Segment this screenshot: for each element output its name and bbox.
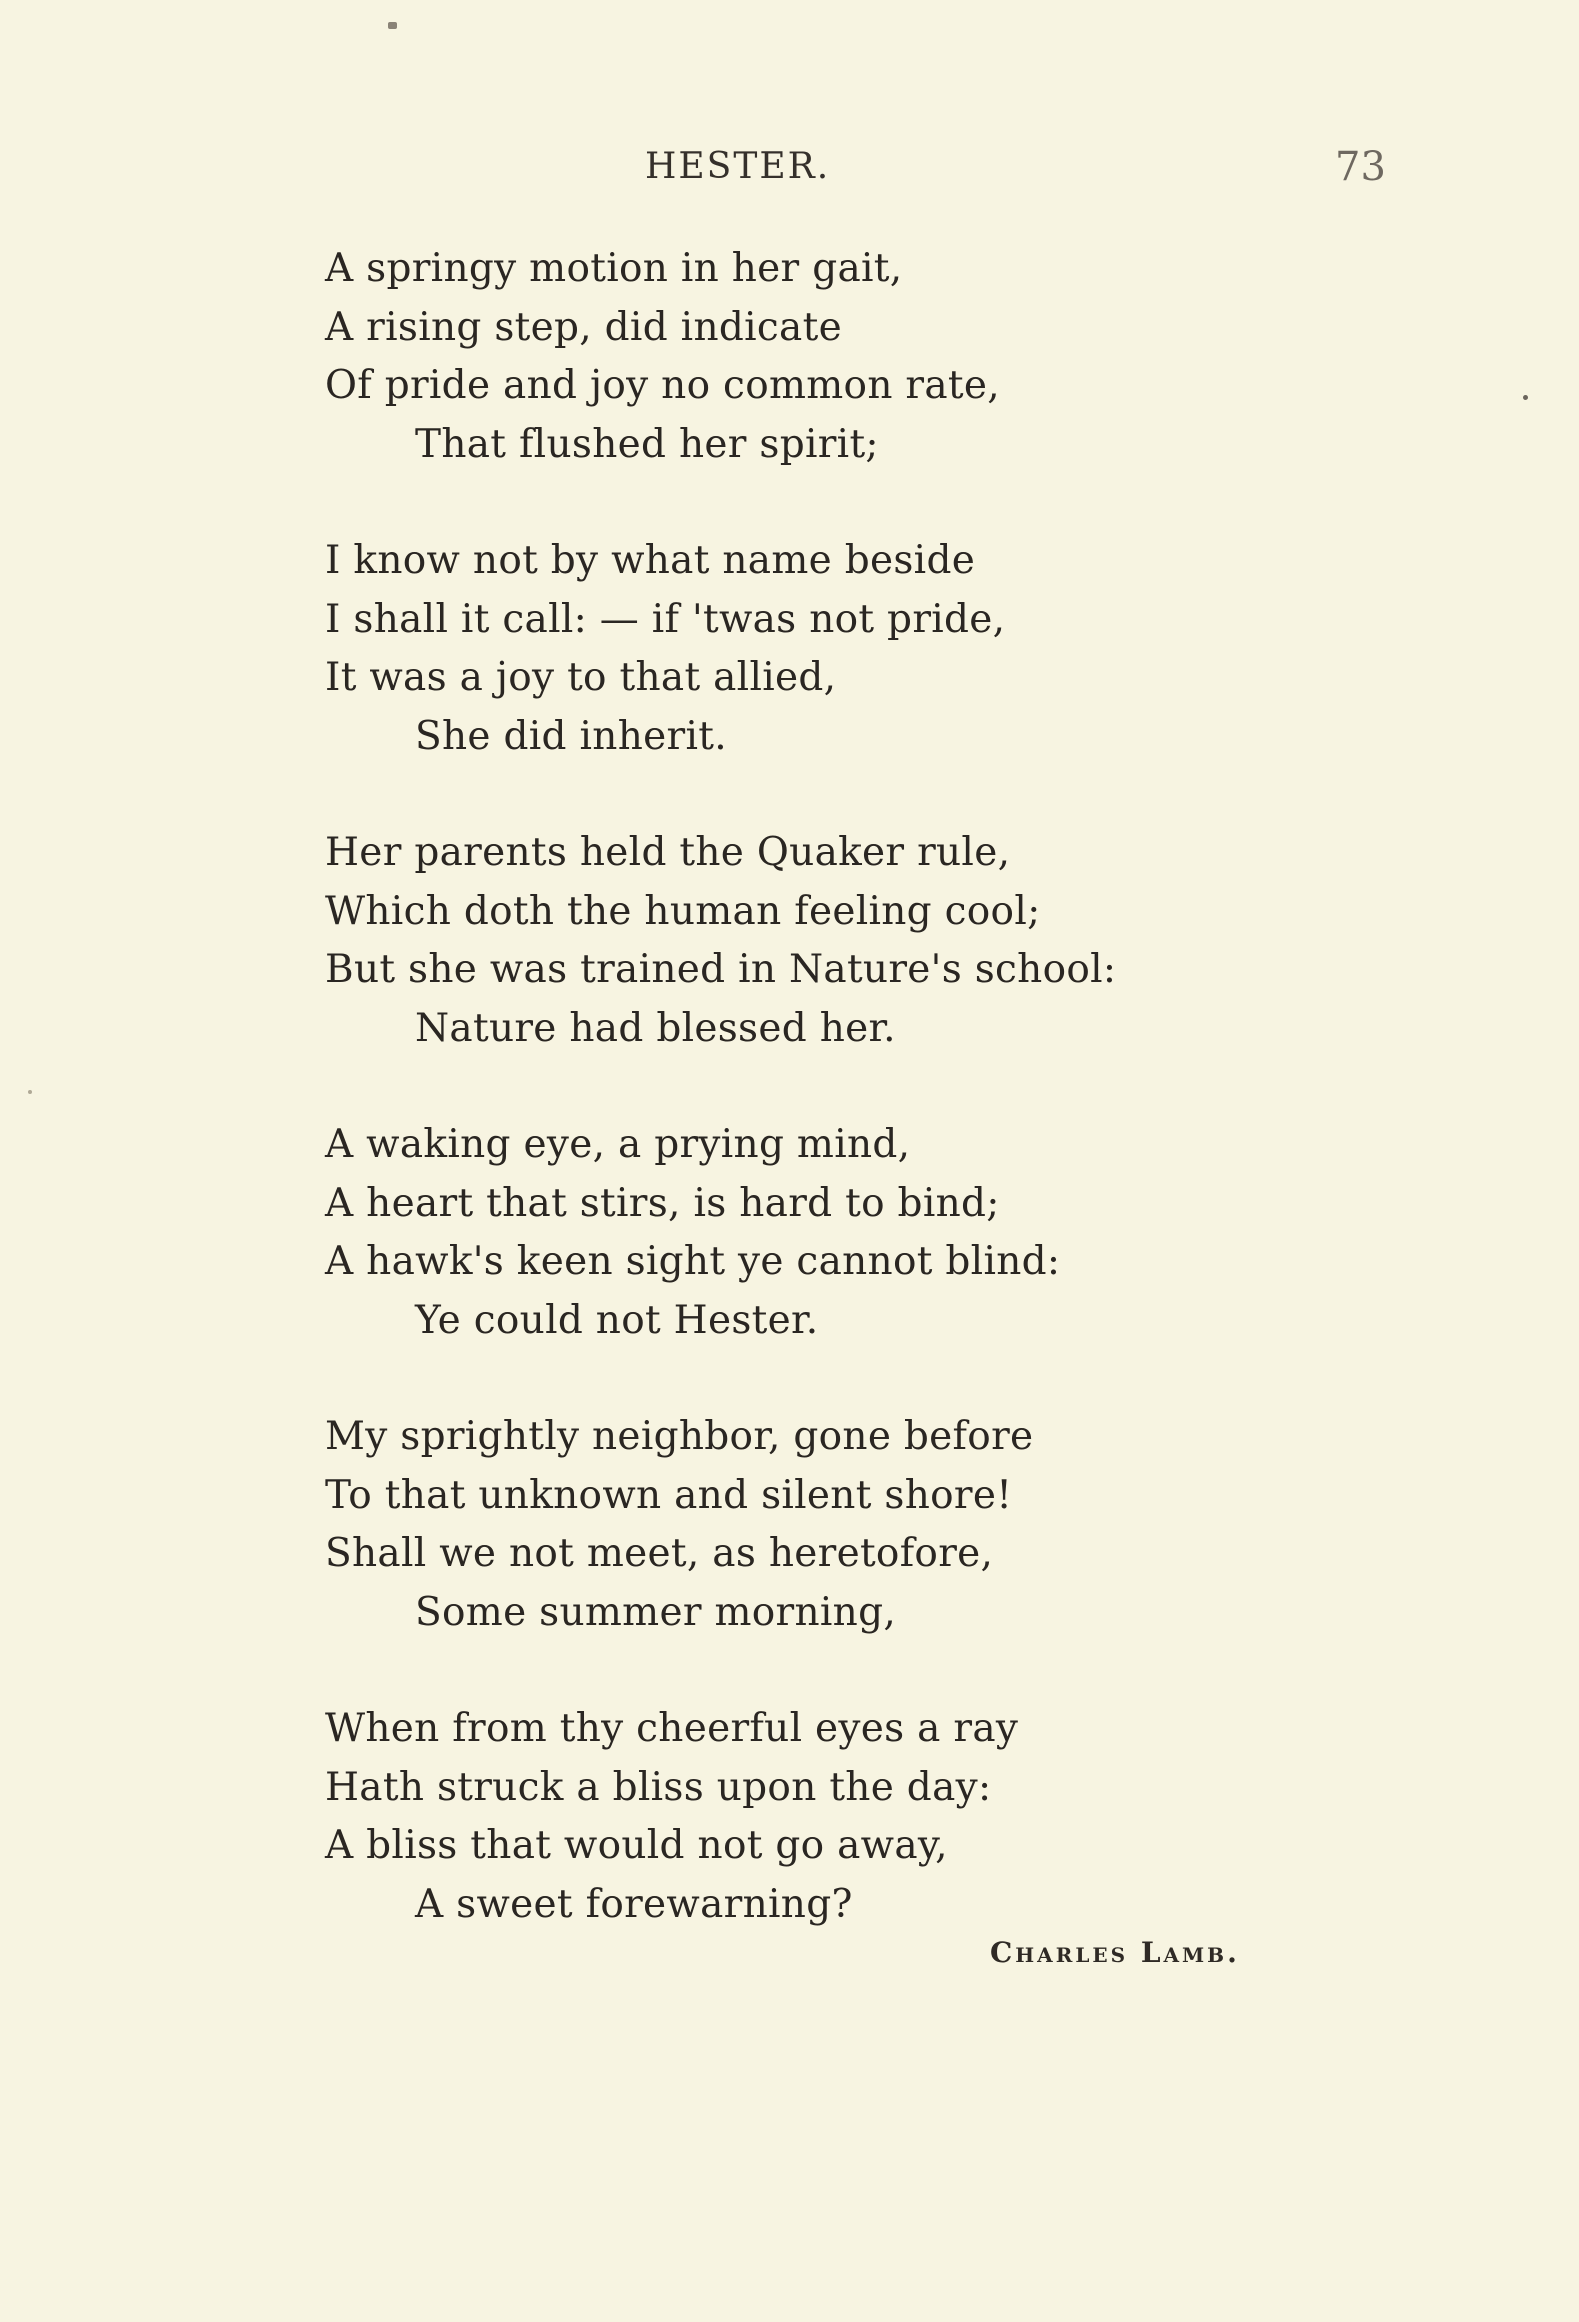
- poem-line-refrain: Nature had blessed her.: [415, 1005, 896, 1051]
- poem-line: Which doth the human feeling cool;: [325, 888, 1041, 934]
- poem-line: But she was trained in Nature's school:: [325, 947, 1117, 992]
- author-attribution: Charles Lamb.: [990, 1936, 1240, 1969]
- poem-line-refrain: That flushed her spirit;: [415, 421, 879, 467]
- poem-line: A waking eye, a prying mind,: [325, 1122, 911, 1167]
- poem-line-refrain: Ye could not Hester.: [415, 1297, 819, 1343]
- poem-line: Her parents held the Quaker rule,: [325, 830, 1011, 875]
- poem-line: Shall we not meet, as heretofore,: [325, 1531, 994, 1576]
- running-title: HESTER.: [645, 146, 831, 187]
- stanza: [325, 1116, 1325, 1350]
- poem: [325, 240, 1325, 1992]
- ink-speck: [388, 22, 397, 29]
- poem-line: When from thy cheerful eyes a ray: [325, 1706, 1019, 1751]
- ink-speck: [1523, 395, 1528, 400]
- stanza: [325, 532, 1325, 766]
- poem-line: I shall it call: — if 'twas not pride,: [325, 596, 1006, 642]
- poem-line: To that unknown and silent shore!: [325, 1472, 1013, 1518]
- stanza: [325, 824, 1325, 1058]
- poem-line: I know not by what name beside: [325, 538, 976, 583]
- poem-line: A rising step, did indicate: [325, 304, 842, 350]
- ink-speck: [28, 1090, 32, 1094]
- poem-line: My sprightly neighbor, gone before: [325, 1414, 1034, 1459]
- poem-line-refrain: Some summer morning,: [415, 1589, 897, 1635]
- stanza: [325, 1700, 1325, 1934]
- stanza: [325, 240, 1325, 474]
- poem-line: A bliss that would not go away,: [325, 1823, 948, 1868]
- poem-line-refrain: She did inherit.: [415, 713, 727, 759]
- page-number: 73: [1335, 144, 1386, 190]
- poem-line: Hath struck a bliss upon the day:: [325, 1764, 992, 1810]
- poem-line-refrain: A sweet forewarning?: [415, 1881, 853, 1927]
- poem-line: Of pride and joy no common rate,: [325, 363, 1000, 408]
- stanza: [325, 1408, 1325, 1642]
- poem-line: A springy motion in her gait,: [325, 246, 903, 291]
- poem-line: A heart that stirs, is hard to bind;: [325, 1180, 1000, 1226]
- poem-line: It was a joy to that allied,: [325, 655, 837, 700]
- poem-line: A hawk's keen sight ye cannot blind:: [325, 1239, 1061, 1284]
